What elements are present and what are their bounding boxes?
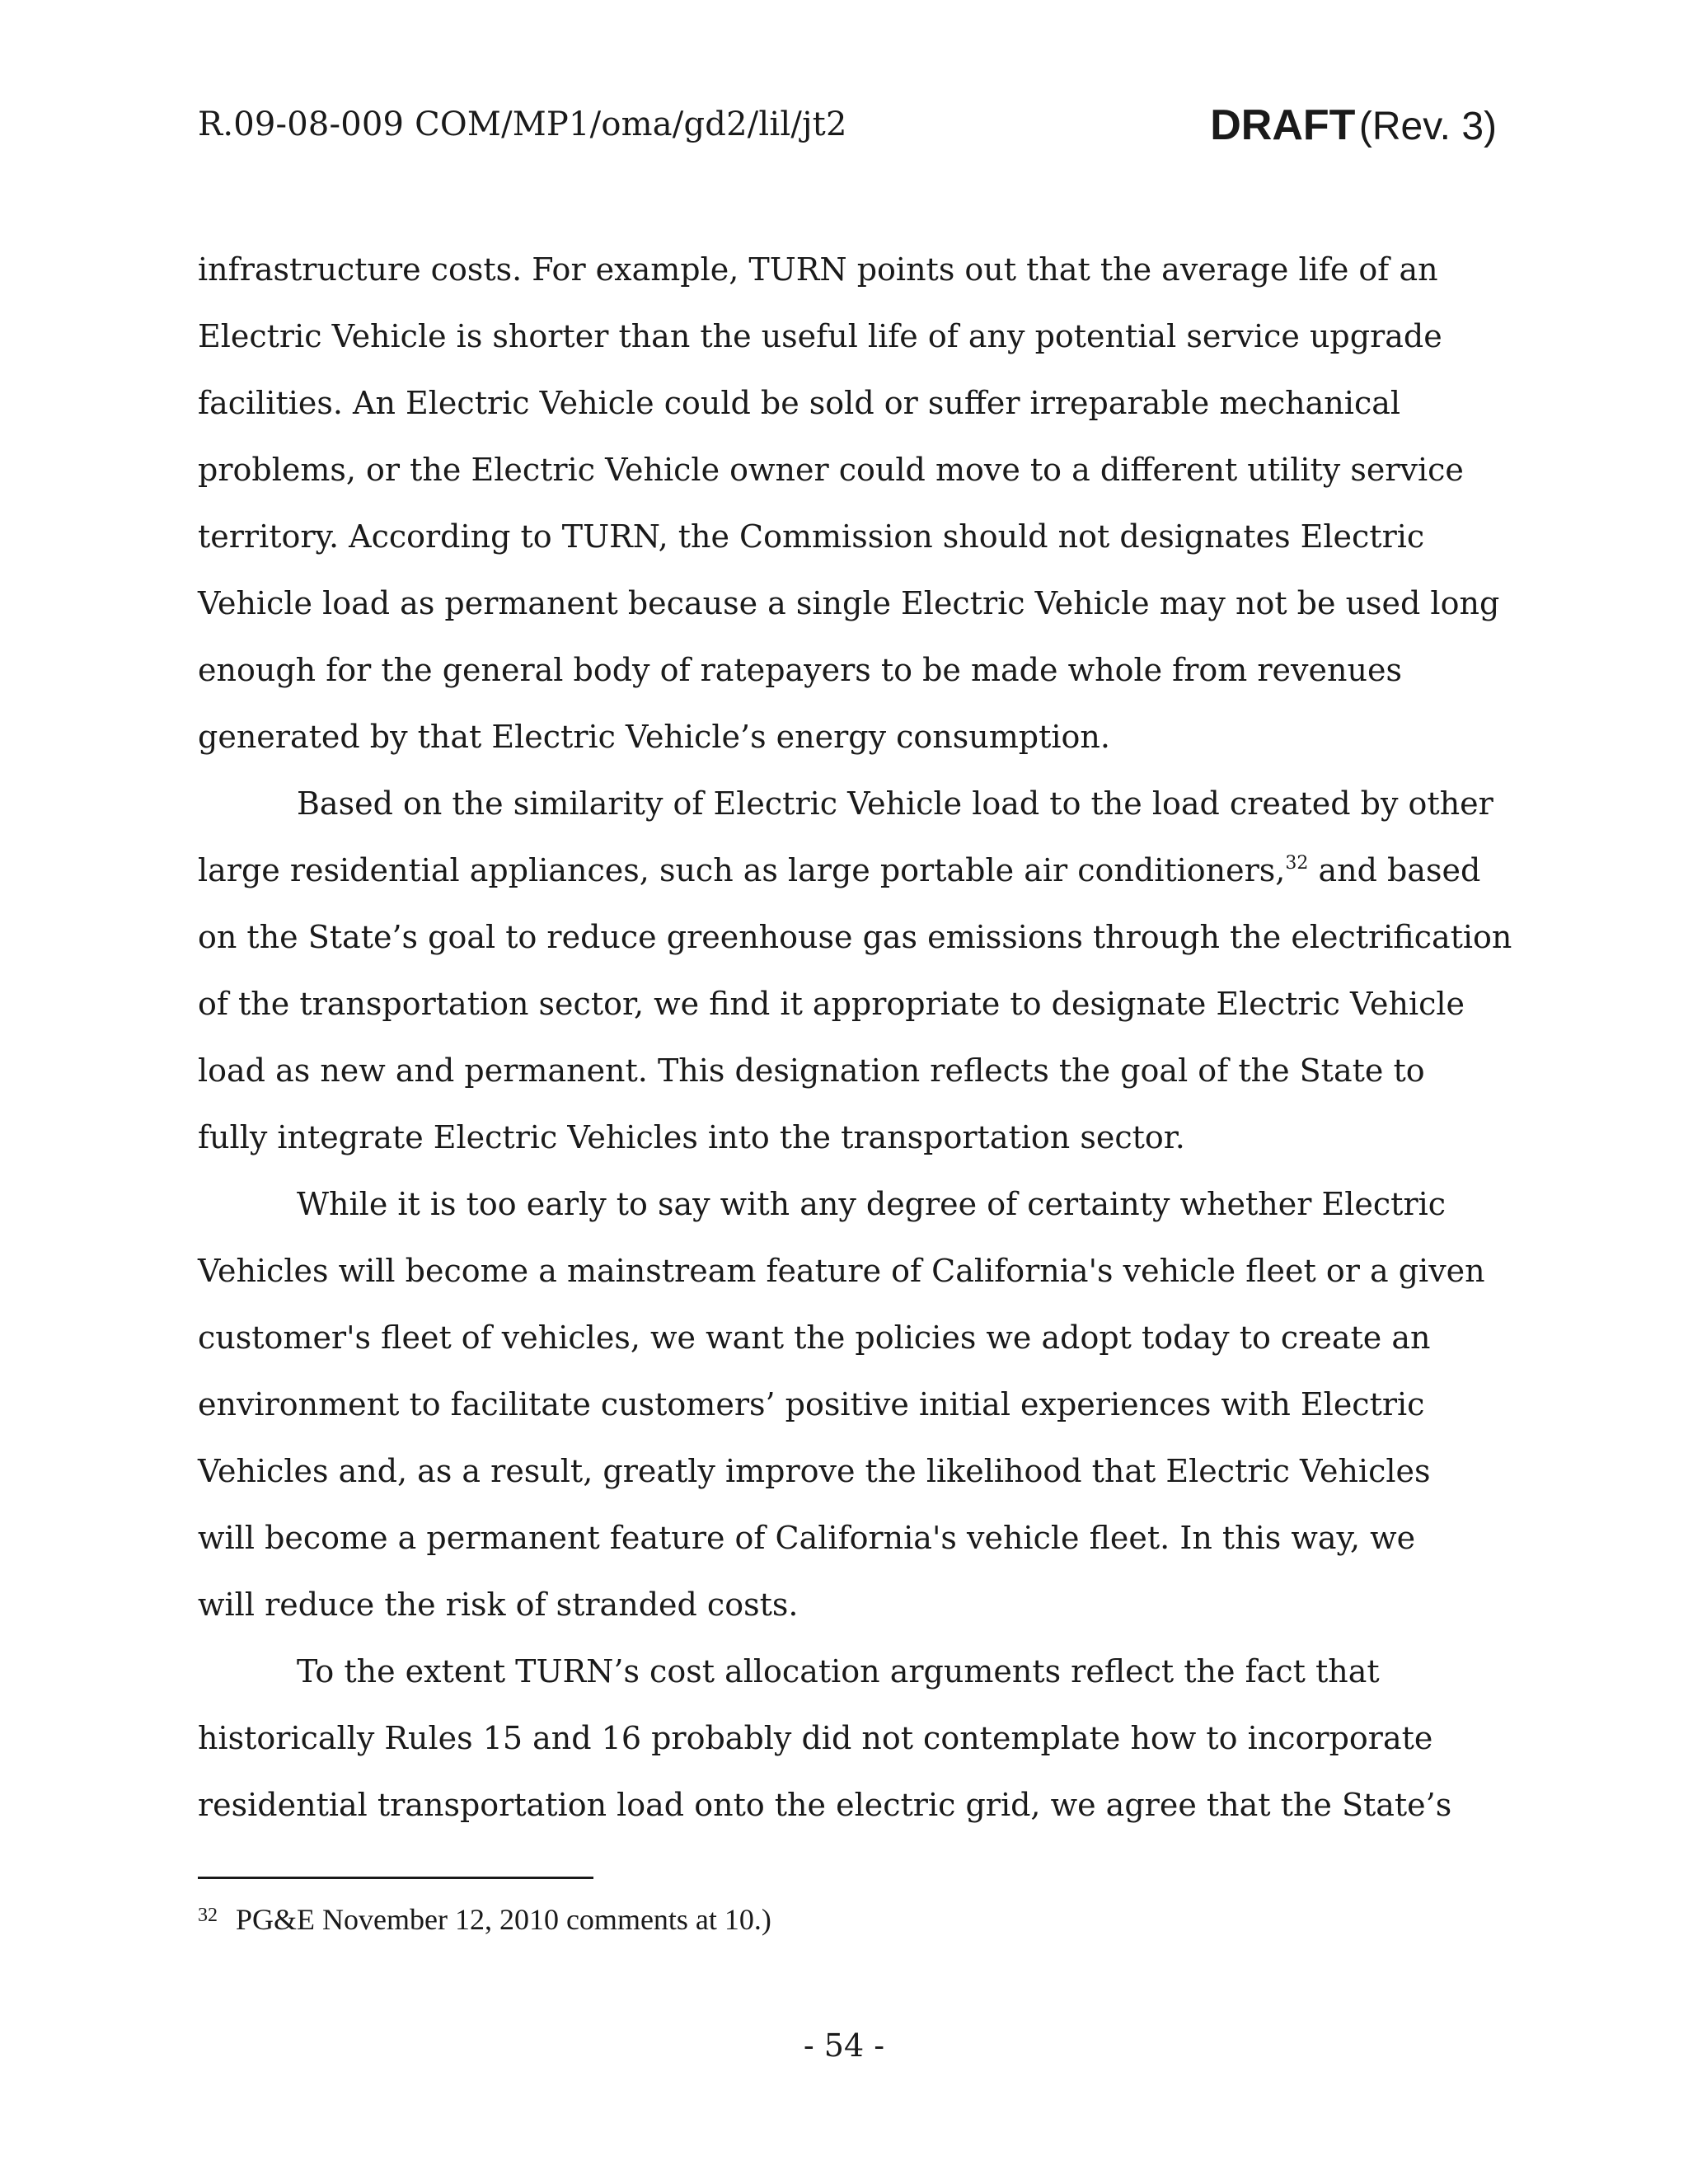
paragraph-line: Based on the similarity of Electric Vehicle load to the load created by other: [297, 785, 1493, 822]
paragraph-line: on the State’s goal to reduce greenhouse gas emissions through the electrification: [198, 919, 1512, 955]
docket-number: R.09-08-009 COM/MP1/oma/gd2/lil/jt2: [198, 105, 847, 143]
revision-label: (Rev. 3): [1358, 105, 1497, 148]
footnote: [198, 1902, 771, 1937]
paragraph-line: of the transportation sector, we find it appropriate to designate Electric Vehicle: [198, 986, 1465, 1022]
draft-header: [1210, 101, 1497, 150]
paragraph-line: enough for the general body of ratepayers to be made whole from revenues: [198, 652, 1402, 688]
paragraph-line: residential transportation load onto the electric grid, we agree that the State’s: [198, 1787, 1452, 1823]
paragraph-line: territory. According to TURN, the Commission should not designates Electric: [198, 518, 1425, 555]
paragraph-line: Electric Vehicle is shorter than the useful life of any potential service upgrade: [198, 318, 1442, 354]
footnote-reference[interactable]: 32: [1285, 853, 1309, 874]
paragraph-line: While it is too early to say with any degree of certainty whether Electric: [297, 1186, 1447, 1222]
paragraph-line: To the extent TURN’s cost allocation arguments reflect the fact that: [297, 1653, 1380, 1690]
paragraph-line-tail: and based: [1308, 852, 1481, 888]
paragraph-line: generated by that Electric Vehicle’s energy consumption.: [198, 719, 1110, 755]
paragraph-line: will become a permanent feature of California's vehicle fleet. In this way, we: [198, 1520, 1416, 1556]
paragraph-line: fully integrate Electric Vehicles into the transportation sector.: [198, 1119, 1185, 1155]
paragraph-line: Vehicle load as permanent because a single Electric Vehicle may not be used long: [198, 585, 1500, 621]
paragraph-line: Vehicles and, as a result, greatly improve the likelihood that Electric Vehicles: [198, 1453, 1431, 1489]
paragraph-line-text: large residential appliances, such as large portable air conditioners,: [198, 852, 1286, 888]
paragraph-line: problems, or the Electric Vehicle owner could move to a different utility service: [198, 452, 1464, 488]
paragraph-line: load as new and permanent. This designation reflects the goal of the State to: [198, 1052, 1425, 1089]
paragraph-line: customer's fleet of vehicles, we want the policies we adopt today to create an: [198, 1319, 1431, 1356]
page-number: - 54 -: [803, 2027, 885, 2064]
paragraph-line: infrastructure costs. For example, TURN points out that the average life of an: [198, 251, 1438, 288]
paragraph-line: historically Rules 15 and 16 probably did not contemplate how to incorporate: [198, 1720, 1433, 1756]
paragraph-line: environment to facilitate customers’ positive initial experiences with Electric: [198, 1386, 1425, 1422]
footnote-divider: [198, 1877, 593, 1879]
footnote-number: 32: [198, 1905, 218, 1926]
paragraph-line: facilities. An Electric Vehicle could be sold or suffer irreparable mechanical: [198, 385, 1401, 421]
footnote-text: PG&E November 12, 2010 comments at 10.): [236, 1903, 771, 1936]
paragraph-line: will reduce the risk of stranded costs.: [198, 1586, 799, 1623]
paragraph-line-with-footnote: [198, 837, 1517, 904]
draft-label: DRAFT: [1210, 101, 1356, 149]
body-text: [198, 237, 1517, 1839]
paragraph-line: Vehicles will become a mainstream feature of California's vehicle fleet or a given: [198, 1253, 1485, 1289]
